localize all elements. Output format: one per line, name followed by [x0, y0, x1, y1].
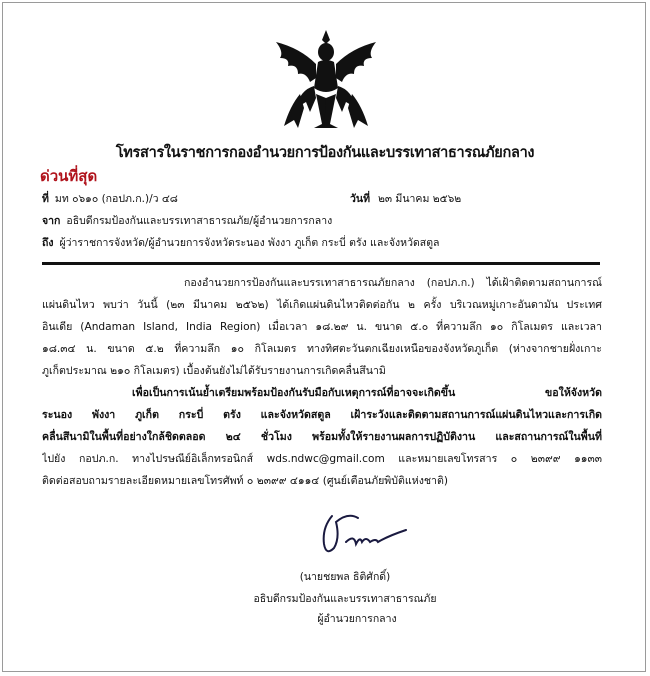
reference-row [42, 190, 178, 207]
paragraph-line: แผ่นดินไหว พบว่า วันนี้ (๒๓ มีนาคม ๒๕๖๒) ได้เกิดแผ่นดินไหวติดต่อกัน ๒ ครั้ง บริเวณหมู่เกาะอันดามัน ประเทศ [42, 299, 602, 311]
document-title: โทรสารในราชการกองอำนวยการป้องกันและบรรเทาสาธารณภัยกลาง [115, 145, 535, 161]
header-divider [42, 262, 600, 265]
signer-position: อธิบดีกรมป้องกันและบรรเทาสาธารณภัย [253, 593, 437, 605]
paragraph-line: ๑๘.๓๔ น. ขนาด ๕.๒ ที่ความลึก ๑๐ กิโลเมตร ทางทิศตะวันตกเฉียงเหนือของจังหวัดภูเก็ต (ห่างจากชายฝั่งเกาะ [42, 343, 602, 355]
to-value: ผู้ว่าราชการจังหวัด/ผู้อำนวยการจังหวัดระนอง พังงา ภูเก็ต กระบี่ ตรัง และจังหวัดสตูล [59, 237, 440, 249]
paragraph-line: ระนอง พังงา ภูเก็ต กระบี่ ตรัง และจังหวัดสตูล เฝ้าระวังและติดตามสถานการณ์แผ่นดินไหวและการเกิด [42, 409, 602, 421]
from-row [42, 212, 332, 229]
signer-name: (นายชยพล ธิติศักดิ์) [299, 571, 391, 583]
paragraph-line: ภูเก็ตประมาณ ๒๑๐ กิโลเมตร) เบื้องต้นยังไม่ได้รับรายงานการเกิดคลื่นสึนามิ [42, 365, 386, 377]
paragraph-2 [42, 382, 602, 492]
reference-label: ที่ [42, 193, 49, 205]
date-row [350, 190, 461, 207]
paragraph-line: คลื่นสึนามิในพื้นที่อย่างใกล้ชิดตลอด ๒๔ ชั่วโมง พร้อมทั้งให้รายงานผลการปฏิบัติงาน และสถานการณ์ในพื้นที่ [42, 431, 602, 443]
reference-number: มท ๐๖๑๐ (กอปภ.ก.)/ว ๔๘ [54, 193, 178, 205]
date-value: ๒๓ มีนาคม ๒๕๖๒ [378, 193, 462, 205]
to-label: ถึง [42, 237, 54, 249]
paragraph-line: ติดต่อสอบถามรายละเอียดหมายเลขโทรศัพท์ ๐ ๒๓๙๙ ๔๑๑๔ (ศูนย์เตือนภัยพิบัติแห่งชาติ) [42, 475, 449, 487]
paragraph-1 [42, 272, 602, 382]
paragraph-line: เพื่อเป็นการเน้นย้ำเตรียมพร้อมป้องกันรับมือกับเหตุการณ์ที่อาจจะเกิดขึ้น ขอให้จังหวัด [132, 387, 602, 399]
signature-image [318, 508, 408, 560]
date-label: วันที่ [350, 193, 370, 205]
from-label: จาก [42, 215, 61, 227]
signer-role: ผู้อำนวยการกลาง [317, 613, 397, 625]
paragraph-line: ไปยัง กอปภ.ก. ทางไปรษณีย์อิเล็กทรอนิกส์ wds.ndwc@gmail.com และหมายเลขโทรสาร ๐ ๒๓๙๙ ๑๑๓๓ [42, 453, 602, 465]
to-row [42, 234, 439, 251]
urgency-label: ด่วนที่สุด [40, 167, 98, 185]
from-value: อธิบดีกรมป้องกันและบรรเทาสาธารณภัย/ผู้อำนวยการกลาง [66, 215, 333, 227]
paragraph-line: อินเดีย (Andaman Island, India Region) เมื่อเวลา ๑๘.๒๙ น. ขนาด ๕.๐ ที่ความลึก ๑๐ กิโลเมตร และเวลา [42, 321, 602, 333]
paragraph-line: กองอำนวยการป้องกันและบรรเทาสาธารณภัยกลาง (กอปภ.ก.) ได้เฝ้าติดตามสถานการณ์ [184, 277, 602, 289]
garuda-emblem-icon [270, 28, 382, 132]
